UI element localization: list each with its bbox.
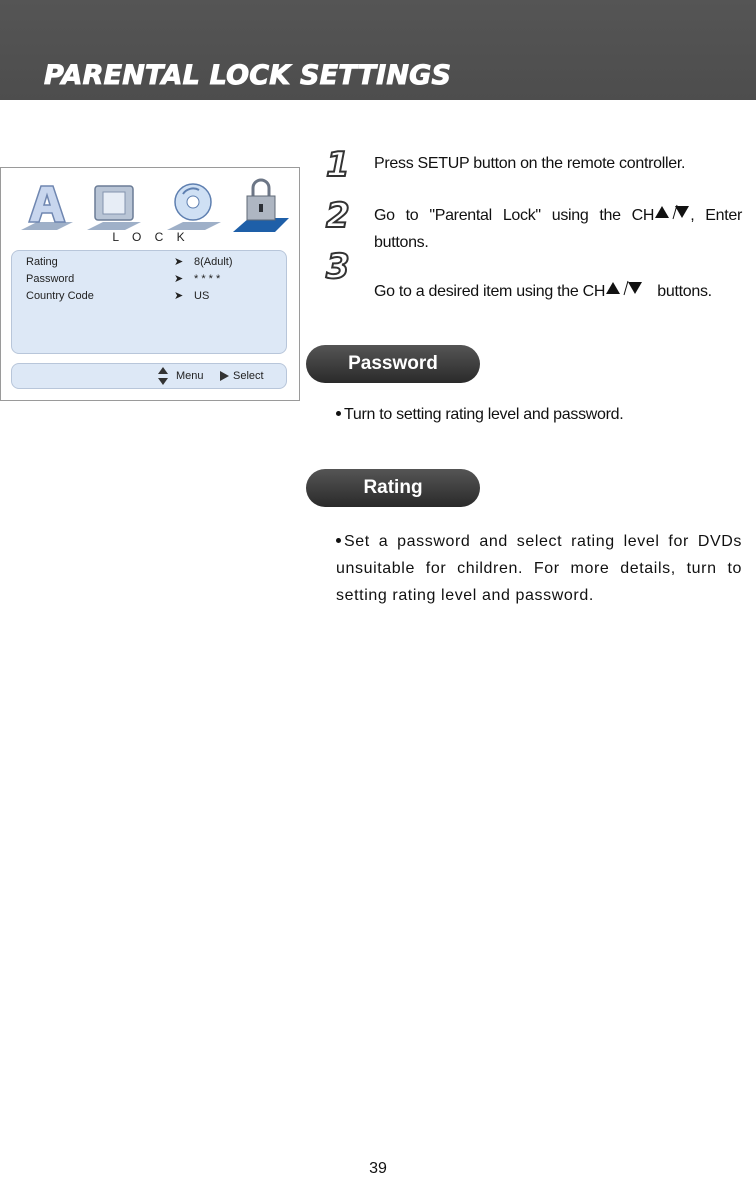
step-1-text: Press SETUP button on the remote controller. <box>374 155 686 172</box>
osd-menu-title: L O C K <box>112 230 190 244</box>
password-bullet-text: Turn to setting rating level and password. <box>344 406 624 423</box>
osd-row-value: US <box>194 290 210 302</box>
lock-icon <box>231 178 291 234</box>
step-3-text <box>374 278 742 305</box>
page-number: 39 <box>369 1160 387 1177</box>
display-icon <box>85 178 145 234</box>
rating-bullet-text: Set a password and select rating level for DVDs unsuitable for children. For more details, turn to setting rating level and password. <box>336 533 742 604</box>
menu-label: Menu <box>176 370 204 382</box>
step-2-text-start: Go to "Parental Lock" using the CH <box>374 207 655 224</box>
header-banner <box>0 0 756 100</box>
play-arrow-icon <box>220 371 229 384</box>
up-down-arrows-icon <box>158 367 168 388</box>
osd-row-rating[interactable] <box>26 254 276 270</box>
page-title: PARENTAL LOCK SETTINGS <box>44 60 452 91</box>
select-label: Select <box>233 370 264 382</box>
step-3-text-start: Go to a desired item using the CH <box>374 283 606 300</box>
chevron-right-icon: ➤ <box>174 256 184 268</box>
ch-up-down-icon <box>605 278 645 305</box>
bullet-icon <box>336 411 341 416</box>
osd-row-country-code[interactable] <box>26 288 276 304</box>
chevron-right-icon: ➤ <box>174 273 184 285</box>
osd-row-label: Country Code <box>26 290 94 302</box>
step-number-2: 2 <box>326 196 350 236</box>
step-number-1: 1 <box>326 145 350 185</box>
osd-row-password[interactable] <box>26 271 276 287</box>
bullet-icon <box>336 538 341 543</box>
osd-row-value: 8(Adult) <box>194 256 233 268</box>
chevron-right-icon: ➤ <box>174 290 184 302</box>
ch-up-down-icon <box>654 202 690 229</box>
step-3-text-end: buttons. <box>653 283 712 300</box>
step-number-3: 3 <box>326 247 350 287</box>
rating-section-heading: Rating <box>306 469 480 507</box>
disc-icon <box>165 178 225 234</box>
osd-settings-panel <box>11 250 287 354</box>
audio-a-icon <box>17 178 77 234</box>
lock-menu-screen <box>0 167 300 401</box>
osd-row-label: Password <box>26 273 75 285</box>
step-2-text-end: , Enter buttons. <box>374 207 742 252</box>
osd-icon-bar <box>13 178 291 236</box>
password-bullet <box>336 401 742 428</box>
password-section-heading: Password <box>306 345 480 383</box>
osd-footer-bar <box>11 363 287 389</box>
osd-row-label: Rating <box>26 256 58 268</box>
osd-row-value: * * * * <box>194 273 221 285</box>
step-2-text <box>374 202 742 256</box>
rating-bullet <box>336 528 742 609</box>
